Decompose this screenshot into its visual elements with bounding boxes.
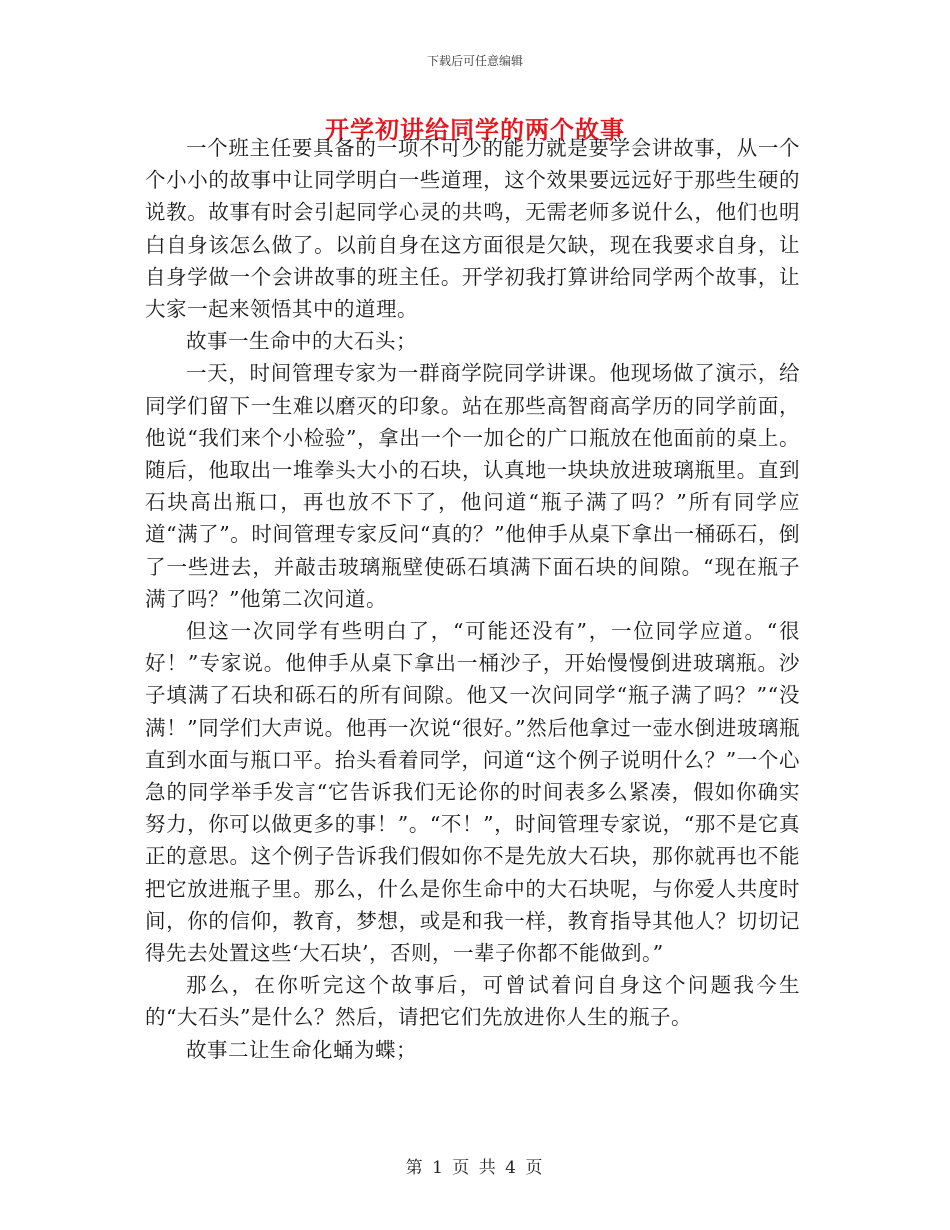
- paragraph-story-one-part-2: 但这一次同学有些明白了，“可能还没有”，一位同学应道。“很好！”专家说。他伸手从桌下拿出一桶沙子，开始慢慢倒进玻璃瓶。沙子填满了石块和砾石的所有间隙。他又一次问同学“瓶子满了吗？”“没满！”同学们大声说。他再一次说“很好。”然后他拿过一壶水倒进玻璃瓶直到水面与瓶口平。抬头看着同学，问道“这个例子说明什么？”一个心急的同学举手发言“它告诉我们无论你的时间表多么紧凑，假如你确实努力，你可以做更多的事！”。“不！”，时间管理专家说，“那不是它真正的意思。这个例子告诉我们假如你不是先放大石块，那你就再也不能把它放进瓶子里。那么，什么是你生命中的大石块呢，与你爱人共度时间，你的信仰，教育，梦想，或是和我一样，教育指导其他人？切切记得先去处置这些‘大石块’，否则，一辈子你都不能做到。”: [145, 619, 800, 966]
- paragraph-story-two-heading: 故事二让生命化蛹为蝶；: [186, 1037, 417, 1062]
- paragraph-intro: 一个班主任要具备的一项不可少的能力就是要学会讲故事，从一个个小小的故事中让同学明白一些道理，这个效果要远远好于那些生硬的说教。故事有时会引起同学心灵的共鸣，无需老师多说什么，他们也明白自身该怎么做了。以前自身在这方面很是欠缺，现在我要求自身，让自身学做一个会讲故事的班主任。开学初我打算讲给同学两个故事，让大家一起来领悟其中的道理。: [145, 136, 800, 322]
- page-number: 第 1 页 共 4 页: [405, 1158, 545, 1178]
- document-body: [145, 132, 800, 1066]
- paragraph-story-one-part-1: 一天，时间管理专家为一群商学院同学讲课。他现场做了演示，给同学们留下一生难以磨灭的印象。站在那些高智商高学历的同学前面，他说“我们来个小检验”，拿出一个一加仑的广口瓶放在他面前的桌上。随后，他取出一堆拳头大小的石块，认真地一块块放进玻璃瓶里。直到石块高出瓶口，再也放不下了，他问道“瓶子满了吗？”所有同学应道“满了”。时间管理专家反问“真的？”他伸手从桌下拿出一桶砾石，倒了一些进去，并敲击玻璃瓶壁使砾石填满下面石块的间隙。“现在瓶子满了吗？”他第二次问道。: [145, 361, 800, 611]
- paragraph-story-one-heading: 故事一生命中的大石头；: [186, 329, 417, 354]
- document-title: 开学初讲给同学的两个故事: [325, 115, 625, 144]
- paragraph-story-one-reflection: 那么，在你听完这个故事后，可曾试着问自身这个问题我今生的“大石头”是什么？然后，请把它们先放进你人生的瓶子。: [145, 973, 800, 1030]
- header-note: 下载后可任意编辑: [426, 54, 523, 68]
